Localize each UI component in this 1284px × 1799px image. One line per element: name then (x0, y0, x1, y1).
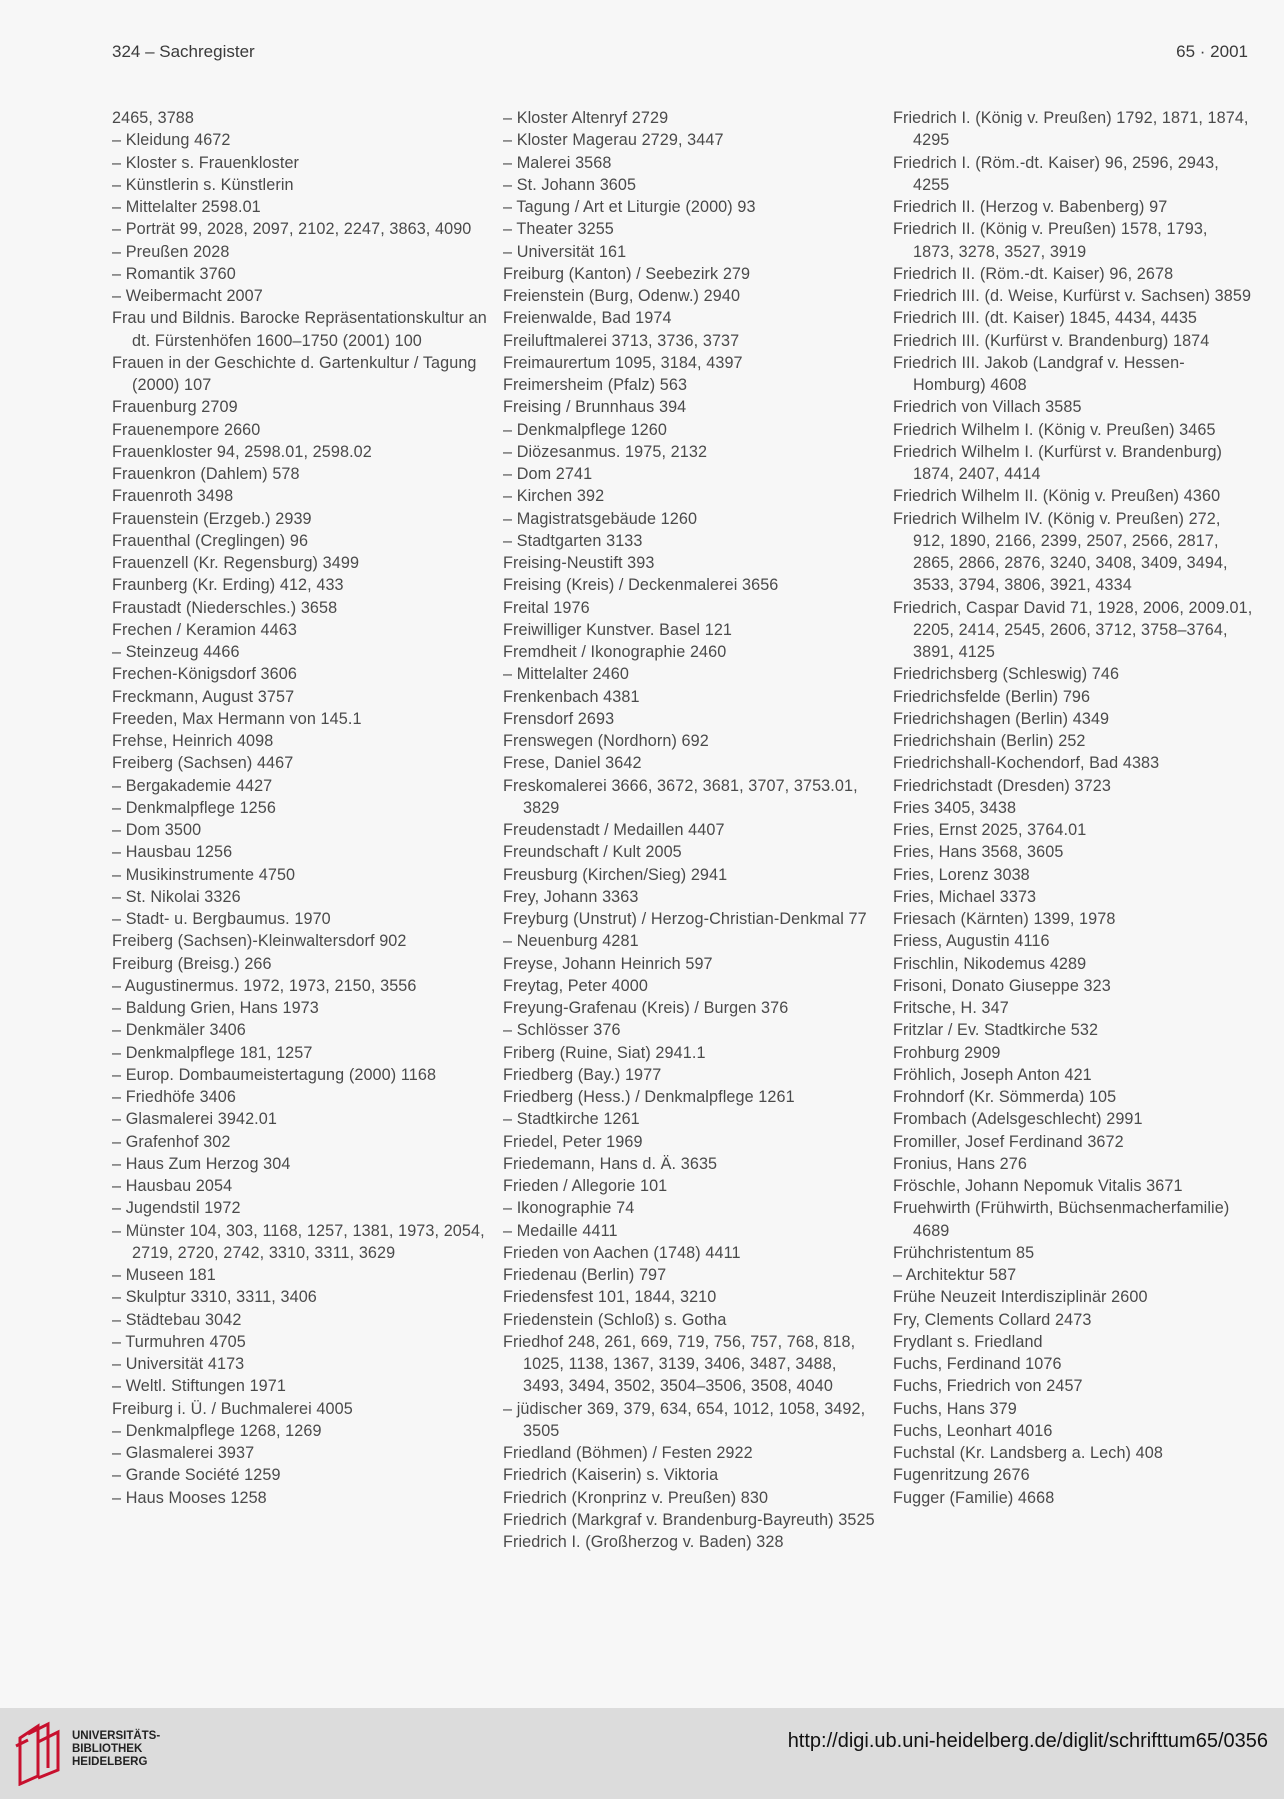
index-entry: Fuchs, Hans 379 (893, 1399, 1017, 1418)
running-head: 324 – Sachregister (112, 42, 255, 61)
index-entry: Fuchs, Ferdinand 1076 (893, 1355, 1062, 1373)
library-name-line: UNIVERSITÄTS- (72, 1730, 161, 1742)
index-entry: Friedenstein (Schloß) s. Gotha (503, 1310, 727, 1329)
index-entry: Friedrich Wilhelm I. (König v. Preußen) 3465 (893, 420, 1216, 439)
index-entry: – Kloster Magerau 2729, 3447 (503, 131, 724, 150)
index-entry: Frisoni, Donato Giuseppe 323 (893, 976, 1111, 995)
index-entry: Fraustadt (Niederschles.) 3658 (112, 598, 338, 617)
index-entry: Frombach (Adelsgeschlecht) 2991 (893, 1110, 1143, 1129)
index-entry: Freiburg (Breisg.) 266 (112, 954, 272, 973)
index-column-1 (112, 107, 490, 1509)
index-entry: Fries, Lorenz 3038 (893, 865, 1030, 884)
index-entry: – Stadtkirche 1261 (503, 1110, 640, 1129)
index-entry: Freundschaft / Kult 2005 (503, 843, 682, 862)
index-entry: Freiluftmalerei 3713, 3736, 3737 (503, 331, 740, 350)
index-entry: Freytag, Peter 4000 (503, 976, 648, 995)
index-entry: – St. Nikolai 3326 (112, 887, 241, 906)
index-entry: Friesach (Kärnten) 1399, 1978 (893, 910, 1116, 928)
index-entry: – Glasmalerei 3942.01 (112, 1110, 277, 1129)
index-entry: Friedrich Wilhelm I. (Kurfürst v. Brandenburg) 1874, 2407, 4414 (893, 442, 1223, 483)
index-entry: – Musikinstrumente 4750 (112, 865, 296, 884)
index-entry: Frechen-Königsdorf 3606 (112, 665, 297, 684)
index-entry: Frehse, Heinrich 4098 (112, 732, 274, 750)
index-entry: Frühe Neuzeit Interdisziplinär 2600 (893, 1288, 1148, 1307)
index-entry: Freyung-Grafenau (Kreis) / Burgen 376 (503, 999, 789, 1017)
index-entry: – Hausbau 1256 (112, 843, 233, 862)
index-entry: Friedel, Peter 1969 (503, 1132, 643, 1151)
index-entry: – Skulptur 3310, 3311, 3406 (112, 1288, 317, 1307)
index-entry: Friedhof 248, 261, 669, 719, 756, 757, 768, 818, 1025, 1138, 1367, 3139, 3406, 3487, 3488, 3493, 3494, 3502, 3504–3506, 3508, 4040 (503, 1332, 856, 1396)
index-entry: – Weibermacht 2007 (112, 287, 263, 305)
index-entry: – Schlösser 376 (503, 1021, 621, 1040)
index-entry: Freising (Kreis) / Deckenmalerei 3656 (503, 576, 779, 595)
index-entry: Frohburg 2909 (893, 1043, 1001, 1062)
index-entry: – Künstlerin s. Künstlerin (112, 175, 294, 194)
index-entry: Freiwilliger Kunstver. Basel 121 (503, 620, 733, 639)
index-entry: Friedemann, Hans d. Ä. 3635 (503, 1154, 718, 1173)
index-entry: – Museen 181 (112, 1266, 216, 1284)
index-entry: – Hausbau 2054 (112, 1177, 233, 1195)
index-entry: – Denkmalpflege 1268, 1269 (112, 1421, 322, 1440)
index-entry: Friedrichshagen (Berlin) 4349 (893, 709, 1110, 728)
index-entry: Fries, Michael 3373 (893, 887, 1037, 906)
index-entry: Fröhlich, Joseph Anton 421 (893, 1065, 1092, 1084)
index-entry: Friedrich (Kronprinz v. Preußen) 830 (503, 1488, 769, 1507)
index-entry: Frauenroth 3498 (112, 487, 234, 506)
index-entry: Frenswegen (Nordhorn) 692 (503, 732, 709, 750)
index-entry: – Mittelalter 2460 (503, 665, 629, 684)
index-entry: Freital 1976 (503, 598, 590, 617)
index-entry: – Kloster Altenryf 2729 (503, 109, 669, 127)
index-entry: Freienstein (Burg, Odenw.) 2940 (503, 287, 741, 305)
index-entry: Friedrich (Kaiserin) s. Viktoria (503, 1466, 719, 1485)
index-entry: Fraunberg (Kr. Erding) 412, 433 (112, 576, 344, 595)
index-entry: Friedrich III. (Kurfürst v. Brandenburg) 1874 (893, 331, 1210, 350)
index-entry: Friedrich I. (König v. Preußen) 1792, 1871, 1874, 4295 (893, 109, 1249, 150)
index-entry: – Diözesanmus. 1975, 2132 (503, 442, 708, 461)
index-entry: – Denkmalpflege 1260 (503, 420, 667, 439)
index-entry: Fugenritzung 2676 (893, 1466, 1030, 1485)
index-entry: Frenkenbach 4381 (503, 687, 640, 706)
index-entry: Fuchs, Leonhart 4016 (893, 1421, 1053, 1440)
library-name-line: HEIDELBERG (72, 1756, 148, 1768)
index-entry: – Kloster s. Frauenkloster (112, 153, 300, 172)
index-entry: – Weltl. Stiftungen 1971 (112, 1377, 286, 1396)
index-entry: – Denkmalpflege 1256 (112, 798, 276, 817)
index-entry: – Medaille 4411 (503, 1221, 618, 1240)
index-entry: – Dom 3500 (112, 821, 202, 839)
index-entry: Frauen in der Geschichte d. Gartenkultur / Tagung (2000) 107 (112, 353, 477, 394)
index-entry: Fritzlar / Ev. Stadtkirche 532 (893, 1021, 1099, 1040)
index-entry: – Malerei 3568 (503, 153, 612, 172)
index-entry: Freienwalde, Bad 1974 (503, 309, 672, 328)
index-entry: Friedrich I. (Großherzog v. Baden) 328 (503, 1533, 784, 1551)
index-entry: – Dom 2741 (503, 465, 593, 483)
index-entry: Fry, Clements Collard 2473 (893, 1310, 1092, 1329)
index-entry: Frieden von Aachen (1748) 4411 (503, 1243, 741, 1262)
index-entry: Friedrichstadt (Dresden) 3723 (893, 776, 1111, 795)
index-entry: Frechen / Keramion 4463 (112, 620, 297, 639)
index-entry: – Architektur 587 (893, 1266, 1017, 1284)
index-entry: Fries 3405, 3438 (893, 798, 1017, 817)
index-entry: – Städtebau 3042 (112, 1310, 242, 1329)
index-entry: Frischlin, Nikodemus 4289 (893, 954, 1087, 973)
index-entry: Friedrich (Markgraf v. Brandenburg-Bayreuth) 3525 (503, 1510, 875, 1529)
index-column-3 (893, 107, 1253, 1509)
index-entry: Frauenthal (Creglingen) 96 (112, 531, 309, 550)
index-entry: Fries, Hans 3568, 3605 (893, 843, 1064, 862)
library-name (72, 1730, 160, 1769)
index-entry: Friedrichshain (Berlin) 252 (893, 732, 1086, 750)
index-entry: 2465, 3788 (112, 109, 195, 127)
index-entry: Frau und Bildnis. Barocke Repräsentationskultur an dt. Fürstenhöfen 1600–1750 (2001) 100 (112, 309, 487, 350)
index-entry: Freimersheim (Pfalz) 563 (503, 376, 688, 394)
index-entry: Friedrich Wilhelm IV. (König v. Preußen) 272, 912, 1890, 2166, 2399, 2507, 2566, 2817, 2865, 2866, 2876, 3240, 3408, 3409, 3494, 3533, 3794, 3806, 3921, 4334 (893, 509, 1228, 595)
index-entry: Freiburg i. Ü. / Buchmalerei 4005 (112, 1399, 353, 1418)
index-entry: Frohndorf (Kr. Sömmerda) 105 (893, 1088, 1117, 1106)
index-entry: Fremdheit / Ikonographie 2460 (503, 643, 727, 661)
index-entry: Frauenkloster 94, 2598.01, 2598.02 (112, 442, 372, 461)
index-entry: Frauenstein (Erzgeb.) 2939 (112, 509, 312, 528)
index-entry: Friedrich I. (Röm.-dt. Kaiser) 96, 2596, 2943, 4255 (893, 153, 1219, 194)
index-entry: Friedland (Böhmen) / Festen 2922 (503, 1444, 753, 1462)
index-entry: Fruehwirth (Frühwirth, Büchsenmacherfamilie) 4689 (893, 1199, 1230, 1240)
index-entry: – Europ. Dombaumeistertagung (2000) 1168 (112, 1065, 437, 1084)
index-entry: Frauenzell (Kr. Regensburg) 3499 (112, 554, 360, 572)
index-entry: Freyse, Johann Heinrich 597 (503, 954, 713, 973)
footer-bar (0, 1708, 1284, 1799)
index-entry: Fronius, Hans 276 (893, 1154, 1027, 1173)
index-entry: Friedrichsfelde (Berlin) 796 (893, 687, 1091, 706)
index-entry: – Grafenhof 302 (112, 1132, 231, 1151)
index-entry: Frühchristentum 85 (893, 1243, 1035, 1262)
index-entry: Friedrich von Villach 3585 (893, 398, 1082, 417)
index-entry: Friedrichsberg (Schleswig) 746 (893, 665, 1120, 684)
index-entry: – Universität 4173 (112, 1355, 245, 1373)
index-entry: – jüdischer 369, 379, 634, 654, 1012, 1058, 3492, 3505 (503, 1399, 866, 1440)
index-entry: – Denkmäler 3406 (112, 1021, 246, 1040)
index-entry: – Porträt 99, 2028, 2097, 2102, 2247, 3863, 4090 (112, 220, 472, 239)
index-entry: Freyburg (Unstrut) / Herzog-Christian-Denkmal 77 (503, 910, 867, 928)
index-entry: Freising / Brunnhaus 394 (503, 398, 687, 417)
index-entry: Friedenau (Berlin) 797 (503, 1266, 667, 1284)
index-entry: Fugger (Familie) 4668 (893, 1488, 1055, 1507)
index-entry: Fromiller, Josef Ferdinand 3672 (893, 1132, 1124, 1151)
index-entry: Frey, Johann 3363 (503, 887, 639, 906)
index-column-2 (503, 107, 881, 1553)
index-entry: Friedrich II. (Röm.-dt. Kaiser) 96, 2678 (893, 264, 1174, 283)
index-entry: Fries, Ernst 2025, 3764.01 (893, 821, 1087, 839)
index-entry: – St. Johann 3605 (503, 175, 637, 194)
index-entry: Fuchs, Friedrich von 2457 (893, 1377, 1083, 1396)
index-entry: Freckmann, August 3757 (112, 687, 295, 706)
permalink[interactable]: http://digi.ub.uni-heidelberg.de/diglit/schrifttum65/0356 (787, 1730, 1268, 1752)
index-entry: Frieden / Allegorie 101 (503, 1177, 668, 1195)
index-entry: Friedrich III. (d. Weise, Kurfürst v. Sachsen) 3859 (893, 287, 1252, 305)
index-entry: – Stadt- u. Bergbaumus. 1970 (112, 910, 331, 928)
index-entry: Frensdorf 2693 (503, 709, 615, 728)
index-entry: Freudenstadt / Medaillen 4407 (503, 821, 725, 839)
index-entry: – Theater 3255 (503, 220, 614, 239)
index-entry: Fröschle, Johann Nepomuk Vitalis 3671 (893, 1177, 1183, 1195)
index-entry: Freiburg (Kanton) / Seebezirk 279 (503, 264, 751, 283)
index-entry: – Haus Mooses 1258 (112, 1488, 267, 1507)
index-entry: Friedrich Wilhelm II. (König v. Preußen) 4360 (893, 487, 1221, 506)
index-entry: Freimaurertum 1095, 3184, 4397 (503, 353, 743, 372)
index-entry: Friedrich, Caspar David 71, 1928, 2006, 2009.01, 2205, 2414, 2545, 2606, 3712, 3758–3764, 3891, 4125 (893, 598, 1253, 661)
index-entry: Freising-Neustift 393 (503, 554, 655, 572)
index-entry: Frauenempore 2660 (112, 420, 261, 439)
index-entry: Freeden, Max Hermann von 145.1 (112, 709, 362, 728)
index-entry: – Baldung Grien, Hans 1973 (112, 999, 319, 1017)
index-entry: Freiberg (Sachsen) 4467 (112, 754, 294, 773)
index-entry: – Magistratsgebäude 1260 (503, 509, 698, 528)
index-entry: Friedberg (Hess.) / Denkmalpflege 1261 (503, 1088, 795, 1106)
index-entry: Friedrich III. Jakob (Landgraf v. Hessen-Homburg) 4608 (893, 353, 1185, 394)
index-entry: – Jugendstil 1972 (112, 1199, 241, 1218)
index-entry: – Bergakademie 4427 (112, 776, 273, 795)
index-entry: Friedberg (Bay.) 1977 (503, 1065, 662, 1084)
index-entry: Fuchstal (Kr. Landsberg a. Lech) 408 (893, 1444, 1163, 1462)
index-entry: Fritsche, H. 347 (893, 999, 1009, 1017)
index-entry: Friedrich II. (Herzog v. Babenberg) 97 (893, 198, 1168, 216)
index-entry: Friedrich II. (König v. Preußen) 1578, 1793, 1873, 3278, 3527, 3919 (893, 220, 1208, 261)
index-entry: – Preußen 2028 (112, 242, 230, 261)
index-entry: – Stadtgarten 3133 (503, 531, 643, 550)
index-entry: Frauenburg 2709 (112, 398, 238, 417)
index-entry: Frauenkron (Dahlem) 578 (112, 465, 300, 483)
index-entry: Freusburg (Kirchen/Sieg) 2941 (503, 865, 728, 884)
index-entry: – Kirchen 392 (503, 487, 605, 506)
index-entry: – Romantik 3760 (112, 264, 236, 283)
index-entry: Friedrich III. (dt. Kaiser) 1845, 4434, 4435 (893, 309, 1198, 328)
index-entry: Friberg (Ruine, Siat) 2941.1 (503, 1043, 706, 1062)
index-entry: Frydlant s. Friedland (893, 1332, 1043, 1351)
index-entry: – Augustinermus. 1972, 1973, 2150, 3556 (112, 976, 417, 995)
index-entry: Friedensfest 101, 1844, 3210 (503, 1288, 717, 1307)
index-entry: – Haus Zum Herzog 304 (112, 1154, 291, 1173)
index-entry: – Steinzeug 4466 (112, 643, 240, 661)
index-entry: – Mittelalter 2598.01 (112, 198, 261, 216)
index-entry: – Universität 161 (503, 242, 627, 261)
index-entry: – Ikonographie 74 (503, 1199, 635, 1218)
index-entry: – Kleidung 4672 (112, 131, 231, 150)
index-entry: – Glasmalerei 3937 (112, 1444, 255, 1462)
index-entry: Freiberg (Sachsen)-Kleinwaltersdorf 902 (112, 932, 407, 951)
index-entry: – Tagung / Art et Liturgie (2000) 93 (503, 198, 756, 216)
index-entry: Friess, Augustin 4116 (893, 932, 1050, 951)
library-logo-icon (14, 1718, 66, 1786)
index-entry: – Turmuhren 4705 (112, 1332, 246, 1351)
index-entry: Friedrichshall-Kochendorf, Bad 4383 (893, 754, 1160, 773)
index-entry: Frese, Daniel 3642 (503, 754, 642, 773)
index-entry: – Grande Société 1259 (112, 1466, 281, 1485)
index-entry: Freskomalerei 3666, 3672, 3681, 3707, 3753.01, 3829 (503, 776, 858, 817)
index-entry: – Denkmalpflege 181, 1257 (112, 1043, 313, 1062)
library-name-line: BIBLIOTHEK (72, 1743, 143, 1755)
index-entry: – Neuenburg 4281 (503, 932, 639, 951)
page-header (112, 40, 1248, 66)
volume-year: 65 · 2001 (1176, 42, 1248, 61)
index-entry: – Münster 104, 303, 1168, 1257, 1381, 1973, 2054, 2719, 2720, 2742, 3310, 3311, 3629 (112, 1221, 485, 1262)
index-entry: – Friedhöfe 3406 (112, 1088, 236, 1106)
